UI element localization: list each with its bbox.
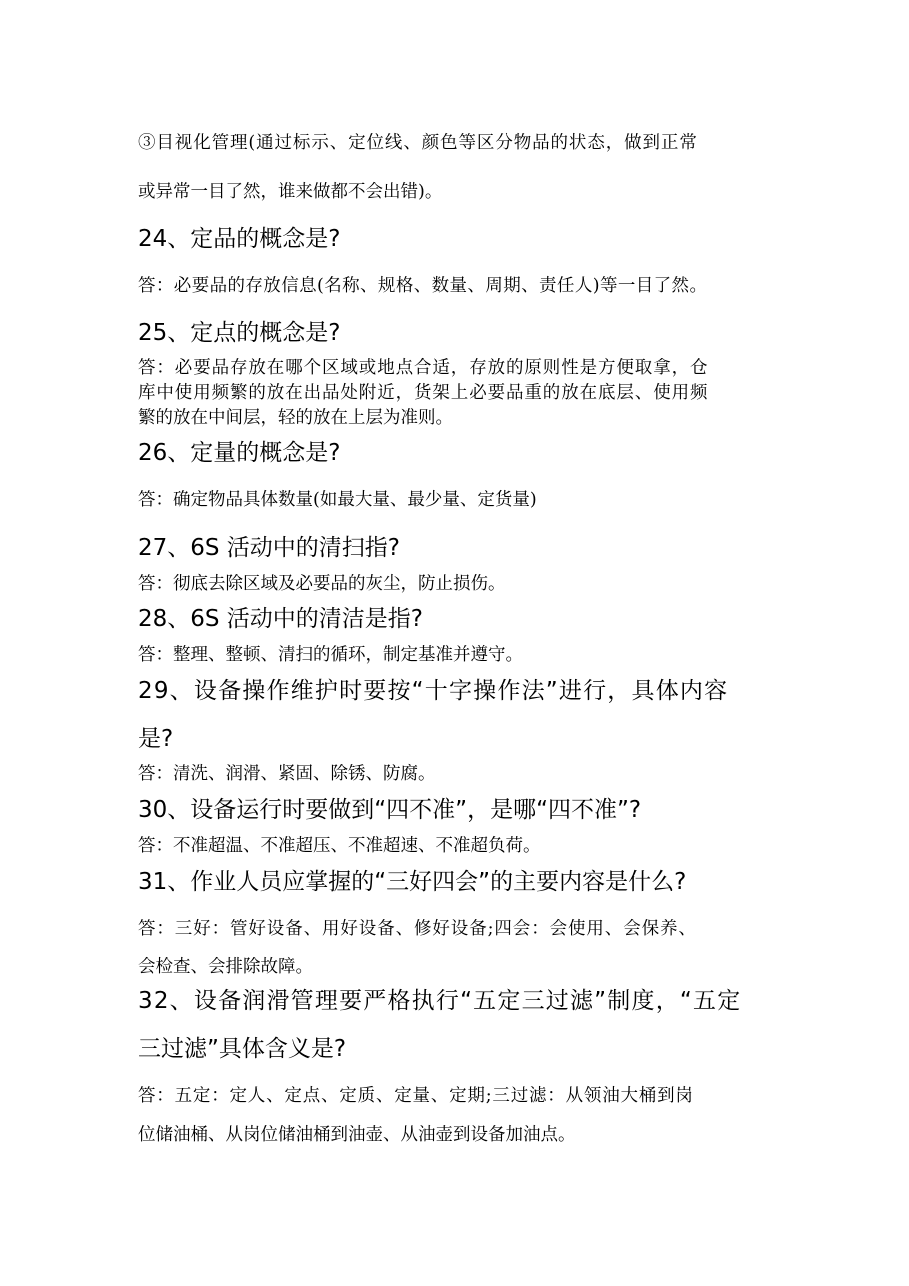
question-heading: 32、设备润滑管理要严格执行“五定三过滤”制度，“五定: [138, 988, 742, 1014]
question-heading: 26、定量的概念是?: [138, 440, 341, 466]
question-heading: 30、设备运行时要做到“四不准”，是哪“四不准”?: [138, 797, 642, 823]
answer-text-line: 答：必要品的存放信息(名称、规格、数量、周期、责任人)等一目了然。: [138, 276, 708, 296]
answer-text-line: 会检查、会排除故障。: [138, 957, 313, 977]
question-heading: 29、设备操作维护时要按“十字操作法”进行，具体内容: [138, 678, 729, 704]
answer-text-line: 答：五定：定人、定点、定质、定量、定期;三过滤：从领油大桶到岗: [138, 1086, 694, 1106]
answer-text-line: 答：三好：管好设备、用好设备、修好设备;四会：会使用、会保养、: [138, 919, 697, 939]
answer-text-line: 答：清洗、润滑、紧固、除锈、防腐。: [138, 764, 436, 784]
question-heading: 三过滤”具体含义是?: [138, 1036, 347, 1062]
question-heading: 31、作业人员应掌握的“三好四会”的主要内容是什么?: [138, 869, 687, 895]
question-heading: 28、6S 活动中的清洁是指?: [138, 606, 424, 632]
answer-text-line: 答：不准超温、不准超压、不准超速、不准超负荷。: [138, 836, 541, 856]
question-heading: 25、定点的概念是?: [138, 320, 341, 346]
answer-text-line: 答：整理、整顿、清扫的循环，制定基准并遵守。: [138, 645, 523, 665]
answer-text-line: ③目视化管理(通过标示、定位线、颜色等区分物品的状态，做到正常: [138, 133, 698, 153]
answer-text-line: 答：彻底去除区域及必要品的灰尘，防止损伤。: [138, 574, 506, 594]
answer-text-line: 答：确定物品具体数量(如最大量、最少量、定货量): [138, 490, 537, 510]
answer-text-line: 库中使用频繁的放在出品处附近，货架上必要品重的放在底层、使用频: [138, 383, 709, 403]
question-heading: 27、6S 活动中的清扫指?: [138, 535, 401, 561]
answer-text-line: 繁的放在中间层，轻的放在上层为准则。: [138, 408, 453, 428]
question-heading: 是?: [138, 726, 174, 752]
answer-text-line: 位储油桶、从岗位储油桶到油壶、从油壶到设备加油点。: [138, 1125, 576, 1145]
question-heading: 24、定品的概念是?: [138, 226, 341, 252]
answer-text-line: 答：必要品存放在哪个区域或地点合适，存放的原则性是方便取拿，仓: [138, 358, 709, 378]
answer-text-line: 或异常一目了然，谁来做都不会出错)。: [138, 182, 443, 202]
